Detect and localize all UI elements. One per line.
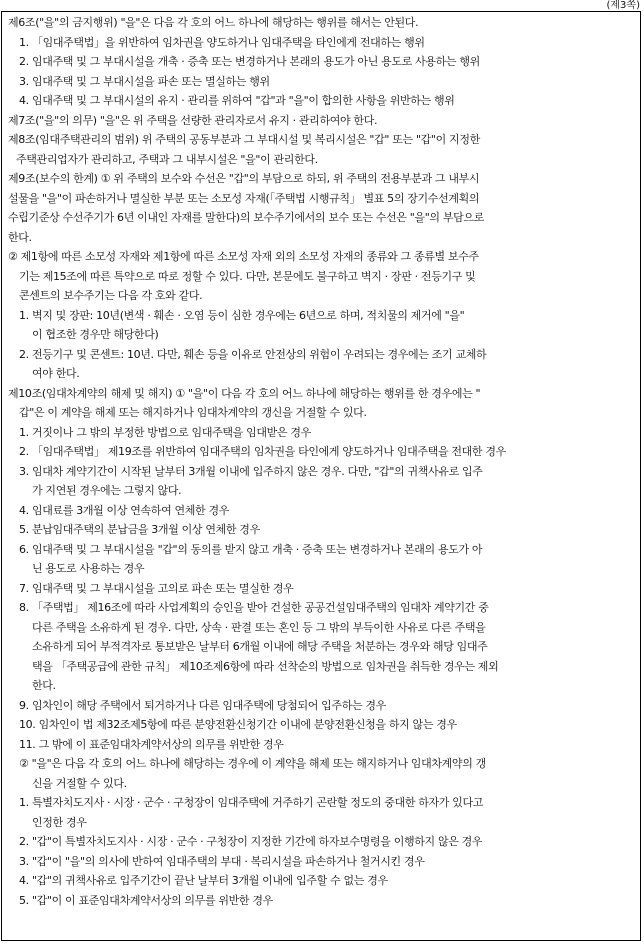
text-line: 인정한 경우 — [32, 815, 87, 829]
text-line: 설물을 "을"이 파손하거나 멸실한 부분 또는 소모성 자재(「주택법 시행규칙」 별표 5의 장기수선계획의 — [8, 191, 480, 205]
text-line: 2. 임대주택 및 그 부대시설을 개축 · 증축 또는 변경하거나 본래의 용도가 아닌 용도로 사용하는 행위 — [19, 55, 480, 68]
text-line: ② 제1항에 따른 소모성 자재와 제1항에 따른 소모성 자재 외의 소모성 자재의 종류와 그 종류별 보수주 — [8, 250, 479, 263]
text-line: 4. 임대료를 3개월 이상 연속하여 연체한 경우 — [19, 503, 230, 517]
contract-text-box — [1, 11, 641, 941]
text-line: 다른 주택을 소유하게 된 경우. 다만, 상속 · 판결 또는 혼인 등 그 밖의 부득이한 사유로 다른 주택을 — [32, 620, 486, 634]
text-line: 1. 특별자치도지사 · 시장 · 군수 · 구청장이 임대주택에 거주하기 곤란할 정도의 중대한 하자가 있다고 — [19, 796, 484, 809]
text-line: 1. 「임대주택법」을 위반하여 임차권을 양도하거나 임대주택을 타인에게 전대하는 행위 — [19, 35, 425, 49]
text-line: 갑"은 이 계약을 해제 또는 해지하거나 임대차계약의 갱신을 거절할 수 있다. — [19, 406, 367, 419]
text-line: 10. 임차인이 법 제32조제5항에 따른 분양전환신청기간 이내에 분양전환신청을 하지 않는 경우 — [19, 718, 457, 731]
text-line: 한다. — [8, 230, 32, 244]
text-line: 여야 한다. — [32, 367, 80, 380]
text-line: 제9조(보수의 한계) ① 위 주택의 보수와 수선은 "갑"의 부담으로 하되, 위 주택의 전용부분과 그 내부시 — [8, 172, 480, 185]
text-line: 이 협조한 경우만 해당한다) — [32, 328, 159, 341]
text-line: 주택관리업자가 관리하고, 주택과 그 내부시설은 "을"이 관리한다. — [16, 152, 318, 166]
text-line: 2. 「임대주택법」 제19조를 위반하여 임대주택의 임차권을 타인에게 양도하거나 임대주택을 전대한 경우 — [19, 445, 506, 458]
text-line: 4. 임대주택 및 그 부대시설의 유지 · 관리를 위하여 "갑"과 "을"이 합의한 사항을 위반하는 행위 — [19, 94, 455, 107]
text-line: 9. 임차인이 해당 주택에서 퇴거하거나 다른 임대주택에 당첨되어 입주하는 경우 — [19, 698, 386, 712]
text-line: 5. "갑"이 이 표준임대차계약서상의 의무를 위반한 경우 — [19, 893, 273, 907]
text-line: 신을 거절할 수 있다. — [32, 776, 127, 790]
text-line: 제7조("을"의 의무) "을"은 위 주택을 선량한 관리자로서 유지 · 관리하여야 한다. — [8, 113, 378, 127]
page-number-label: (제3쪽) — [606, 0, 640, 11]
text-line: 8. 「주택법」 제16조에 따라 사업계획의 승인을 받아 건설한 공공건설임대주택의 임대차 계약기간 중 — [19, 601, 489, 614]
text-line: 2. 전등기구 및 콘센트: 10년. 다만, 훼손 등을 이유로 안전상의 위험이 우려되는 경우에는 조기 교체하 — [19, 347, 487, 361]
text-line: 3. "갑"이 "을"의 의사에 반하여 임대주택의 부대 · 복리시설을 파손하거나 철거시킨 경우 — [19, 854, 425, 868]
text-line: 닌 용도로 사용하는 경우 — [32, 562, 145, 575]
text-line: 콘센트의 보수주기는 다음 각 호와 같다. — [19, 289, 203, 302]
text-line: 기는 제15조에 따른 특약으로 따로 정할 수 있다. 다만, 본문에도 불구하고 벽지 · 장판 · 전등기구 및 — [19, 269, 476, 283]
text-line: 택을 「주택공급에 관한 규칙」 제10조제6항에 따라 선착순의 방법으로 임차권을 취득한 경우는 제외 — [32, 659, 499, 673]
text-line: 한다. — [32, 679, 56, 692]
text-line: 4. "갑"의 귀책사유로 입주기간이 끝난 날부터 3개월 이내에 입주할 수 없는 경우 — [19, 874, 388, 887]
text-line: 수립기준상 수선주기가 6년 이내인 자재를 말한다)의 보수주기에서의 보수 또는 수선은 "을"의 부담으로 — [8, 211, 484, 224]
text-line: 3. 임대차 계약기간이 시작된 날부터 3개월 이내에 입주하지 않은 경우. 다만, "갑"의 귀책사유로 입주 — [19, 464, 483, 478]
text-line: 소유하게 되어 부적격자로 통보받은 날부터 6개월 이내에 해당 주택을 처분하는 경우와 해당 임대주 — [32, 640, 488, 653]
text-line: 6. 임대주택 및 그 부대시설을 "갑"의 동의를 받지 않고 개축 · 증축 또는 변경하거나 본래의 용도가 아 — [19, 542, 483, 556]
text-line: 1. 벽지 및 장판: 10년(변색 · 훼손 · 오염 등이 심한 경우에는 6년으로 하며, 적치물의 제거에 "을" — [19, 308, 465, 322]
text-line: 11. 그 밖에 이 표준임대차계약서상의 의무를 위반한 경우 — [19, 737, 284, 751]
text-line: 2. "갑"이 특별자치도지사 · 시장 · 군수 · 구청장이 지정한 기간에 하자보수명령을 이행하지 않은 경우 — [19, 835, 483, 848]
text-line: 제10조(임대차계약의 해제 및 해지) ① "을"이 다음 각 호의 어느 하나에 해당하는 행위를 한 경우에는 " — [8, 386, 481, 400]
text-line: 7. 임대주택 및 그 부대시설을 고의로 파손 또는 멸실한 경우 — [19, 581, 294, 595]
text-line: ② "을"은 다음 각 호의 어느 하나에 해당하는 경우에 이 계약을 해제 또는 해지하거나 임대차계약의 갱 — [19, 757, 486, 770]
text-line: 3. 임대주택 및 그 부대시설을 파손 또는 멸실하는 행위 — [19, 74, 270, 88]
text-line: 가 지연된 경우에는 그렇지 않다. — [32, 484, 182, 497]
text-line: 1. 거짓이나 그 밖의 부정한 방법으로 임대주택을 임대받은 경우 — [19, 425, 311, 439]
text-line: 제8조(임대주택관리의 범위) 위 주택의 공동부분과 그 부대시설 및 복리시설은 "갑" 또는 "갑"이 지정한 — [8, 133, 480, 146]
text-line: 5. 분납임대주택의 분납금을 3개월 이상 연체한 경우 — [19, 523, 260, 536]
text-line: 제6조("을"의 금지행위) "을"은 다음 각 호의 어느 하나에 해당하는 행위를 해서는 안된다. — [8, 16, 419, 29]
